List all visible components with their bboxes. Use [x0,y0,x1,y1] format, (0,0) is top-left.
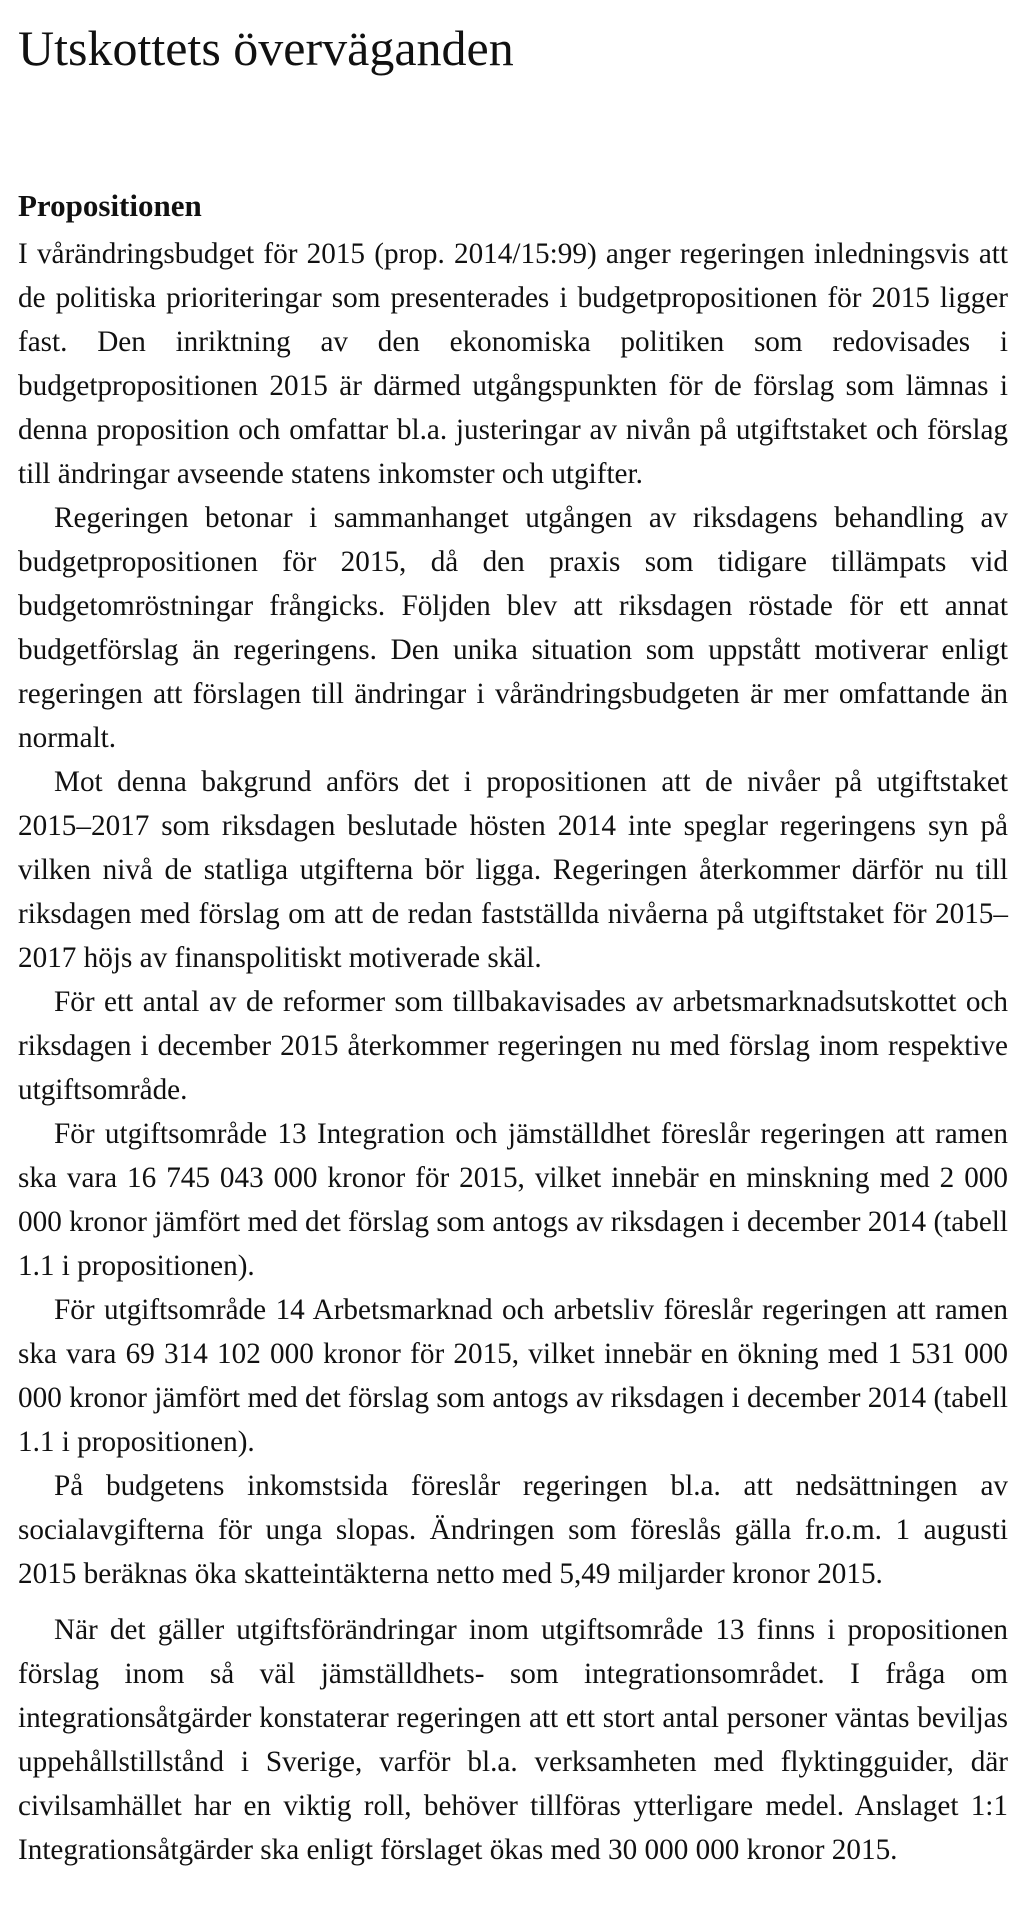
paragraph-4: För ett antal av de reformer som tillbakavisades av arbetsmarknadsutskottet och riksdagen i december 2015 återkommer regeringen nu med förslag inom respektive utgiftsområde. [18,986,1008,1106]
paragraph-3: Mot denna bakgrund anförs det i propositionen att de nivåer på utgiftstaket 2015–2017 som riksdagen beslutade hösten 2014 inte speglar regeringens syn på vilken nivå de statliga utgifterna bör ligga. Regeringen återkommer därför nu till riksdagen med förslag om att de redan fastställda nivåerna på utgiftstaket för 2015–2017 höjs av finanspolitiskt motiverade skäl. [18,766,1008,974]
body-text [18,232,1008,1872]
page-title: Utskottets överväganden [18,20,514,76]
paragraph-7: På budgetens inkomstsida föreslår regeringen bl.a. att nedsättningen av socialavgifterna för unga slopas. Ändringen som föreslås gälla fr.o.m. 1 augusti 2015 beräknas öka skatteintäkterna netto med 5,49 miljarder kronor 2015. [18,1470,1008,1590]
section-heading: Propositionen [18,188,202,223]
paragraph-8: När det gäller utgiftsförändringar inom utgiftsområde 13 finns i propositionen förslag inom så väl jämställdhets- som integrationsområdet. I fråga om integrationsåtgärder konstaterar regeringen att ett stort antal personer väntas beviljas uppehållstillstånd i Sverige, varför bl.a. verksamheten med flyktingguider, där civilsamhället har en viktig roll, behöver tillföras ytterligare medel. Anslaget 1:1 Integrationsåtgärder ska enligt förslaget ökas med 30 000 000 kronor 2015. [18,1614,1008,1866]
paragraph-5: För utgiftsområde 13 Integration och jämställdhet föreslår regeringen att ramen ska vara 16 745 043 000 kronor för 2015, vilket innebär en minskning med 2 000 000 kronor jämfört med det förslag som antogs av riksdagen i december 2014 (tabell 1.1 i propositionen). [18,1118,1008,1282]
document-page [18,18,1008,1872]
paragraph-2: Regeringen betonar i sammanhanget utgången av riksdagens behandling av budgetpropositionen för 2015, då den praxis som tidigare tillämpats vid budgetomröstningar frångicks. Följden blev att riksdagen röstade för ett annat budgetförslag än regeringens. Den unika situation som uppstått motiverar enligt regeringen att förslagen till ändringar i vårändringsbudgeten är mer omfattande än normalt. [18,502,1008,754]
paragraph-6: För utgiftsområde 14 Arbetsmarknad och arbetsliv föreslår regeringen att ramen ska vara 69 314 102 000 kronor för 2015, vilket innebär en ökning med 1 531 000 000 kronor jämfört med det förslag som antogs av riksdagen i december 2014 (tabell 1.1 i propositionen). [18,1294,1008,1458]
paragraph-1: I vårändringsbudget för 2015 (prop. 2014/15:99) anger regeringen inledningsvis att de politiska prioriteringar som presenterades i budgetpropositionen för 2015 ligger fast. Den inriktning av den ekonomiska politiken som redovisades i budgetpropositionen 2015 är därmed utgångspunkten för de förslag som lämnas i denna proposition och omfattar bl.a. justeringar av nivån på utgiftstaket och förslag till ändringar avseende statens inkomster och utgifter. [18,238,1008,490]
